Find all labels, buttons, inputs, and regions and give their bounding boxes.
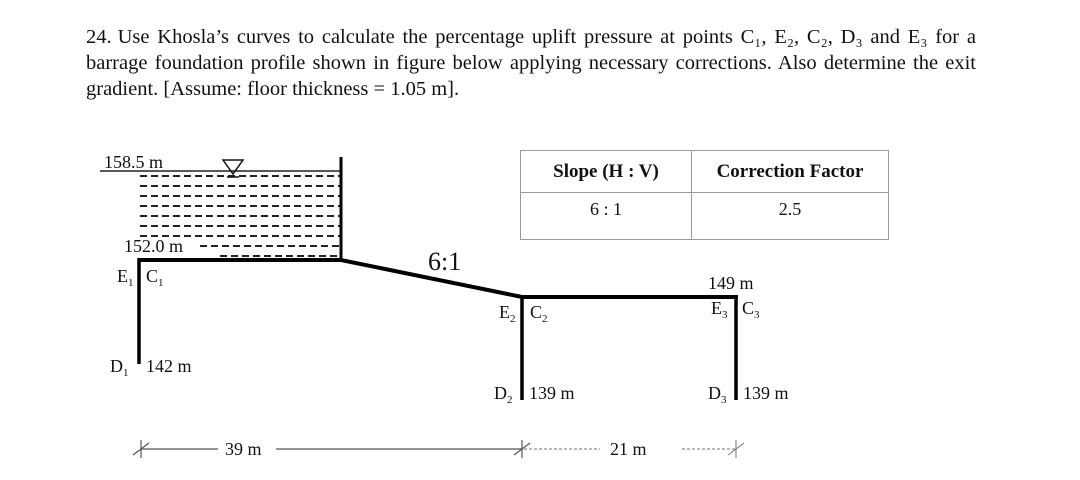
point-e2-label: $E_2$ <box>499 302 516 325</box>
correction-factor-table <box>520 150 889 240</box>
point-e3-label: $E_3$ <box>711 298 728 321</box>
question-body: Use Khosla’s curves to calculate the percentage uplift pressure at points C₁, E₂, C₂, D₃ and E₃ for a barrage foundation profile shown in figure below applying necessary corrections. Also determine the exit gradient. [Assume: floor thickness = 1.05 m]. <box>86 26 976 100</box>
point-d2-label: $D_2$ <box>494 383 513 406</box>
point-d1-label: $D_1$ <box>110 356 129 379</box>
point-c3-label: $C_3$ <box>742 298 760 321</box>
table-row <box>521 193 889 240</box>
slope-label: 6:1 <box>428 247 462 276</box>
point-c2-label: $C_2$ <box>530 302 548 325</box>
table-header-correction-factor: Correction Factor <box>692 151 889 193</box>
length-downstream-label: 21 m <box>610 439 647 459</box>
question-number: 24. <box>86 26 112 48</box>
upstream-floor-level-label: 152.0 m <box>124 236 184 256</box>
pile-3-bottom-level: 139 m <box>743 383 789 403</box>
length-upstream-label: 39 m <box>225 439 262 459</box>
pile-1-bottom-level: 142 m <box>146 356 192 376</box>
table-cell-slope: 6 : 1 <box>521 193 692 240</box>
point-e1-label: $E_1$ <box>117 266 134 289</box>
dimension-upstream <box>133 440 530 458</box>
downstream-floor-level-label: 149 m <box>708 273 754 293</box>
point-c1-label: $C_1$ <box>146 266 164 289</box>
point-d3-label: $D_3$ <box>708 383 727 406</box>
water-level-label: 158.5 m <box>104 152 164 172</box>
table-header-row <box>521 151 889 193</box>
pile-2-bottom-level: 139 m <box>529 383 575 403</box>
table-header-slope: Slope (H : V) <box>521 151 692 193</box>
table-cell-correction-factor: 2.5 <box>692 193 889 240</box>
water-level-symbol <box>223 160 243 174</box>
